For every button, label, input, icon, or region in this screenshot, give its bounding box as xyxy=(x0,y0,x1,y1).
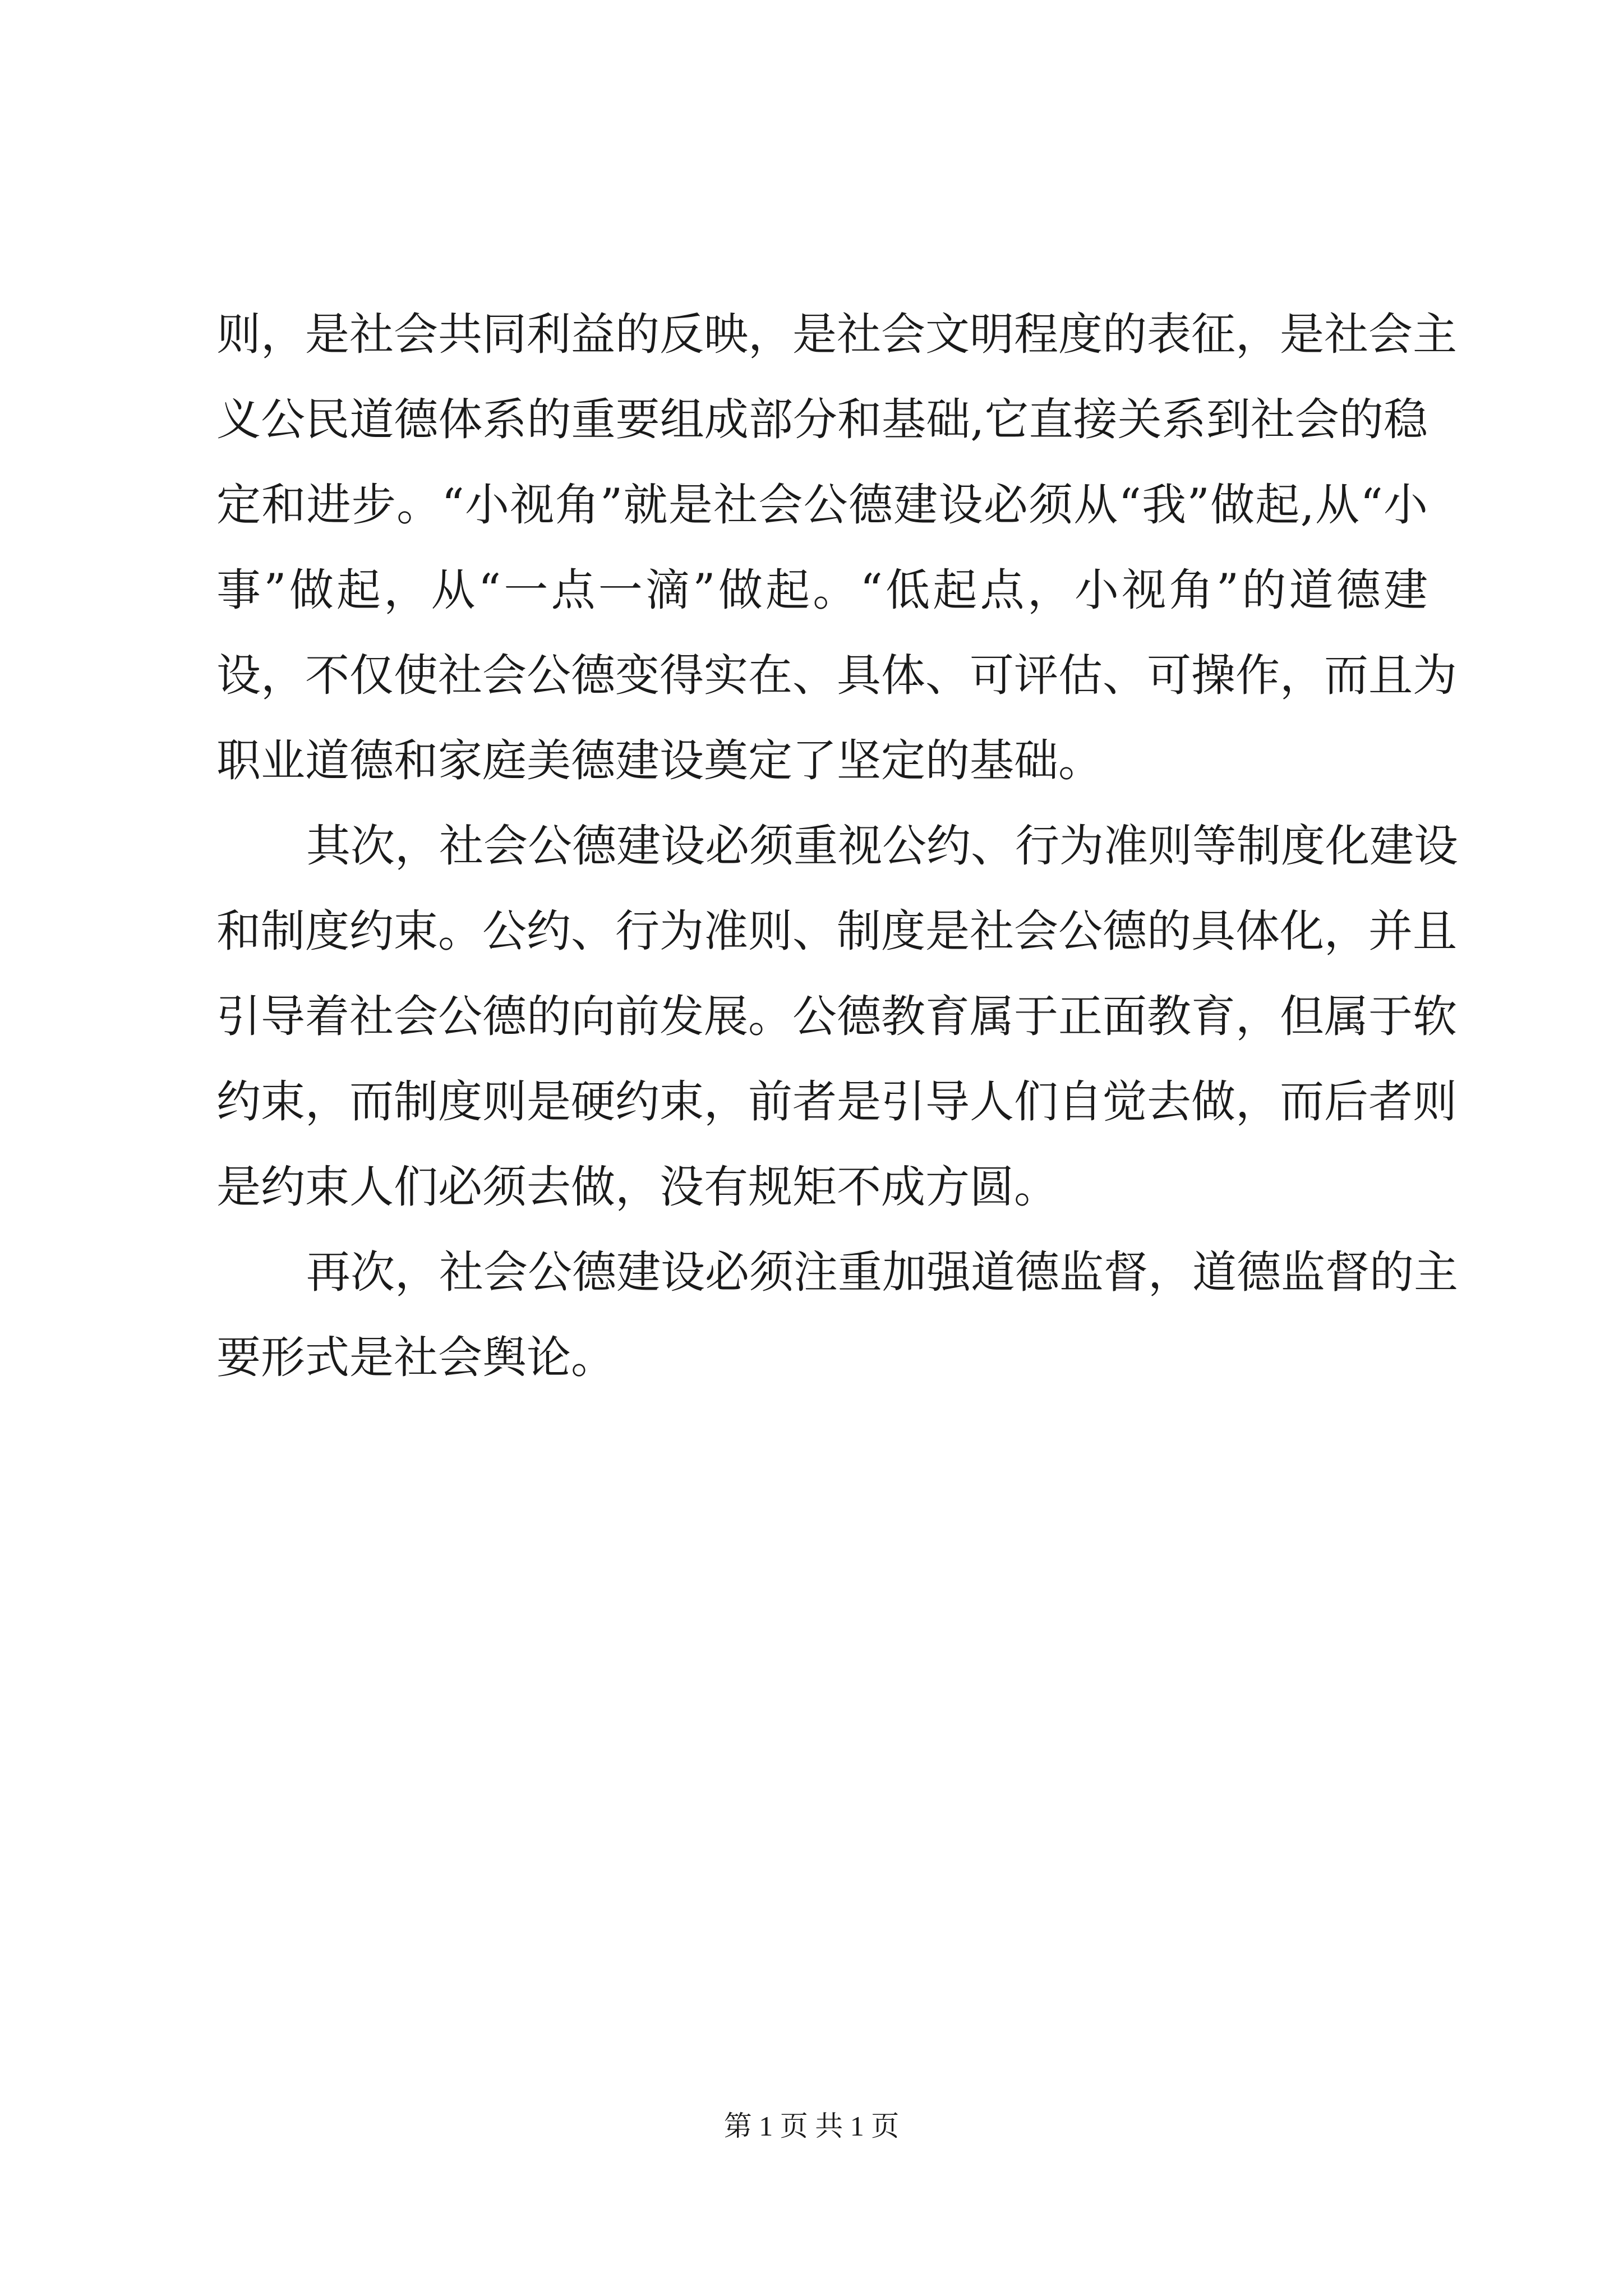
text-line: 是约束人们必须去做，没有规矩不成方圆。 xyxy=(216,1161,1058,1213)
text-line: 约束，而制度则是硬约束，前者是引导人们自觉去做，而后者则 xyxy=(216,1076,1457,1128)
document-body xyxy=(216,292,1458,1400)
text-line: 和制度约束。公约、行为准则、制度是社会公德的具体化，并且 xyxy=(216,905,1457,957)
page-number-footer: 第 1 页 共 1 页 xyxy=(723,2110,900,2142)
text-line: 要形式是社会舆论。 xyxy=(216,1332,615,1383)
text-line: 定和进步。“小视角”就是社会公德建设必须从“我”做起,从“小 xyxy=(216,479,1428,531)
text-line: 职业道德和家庭美德建设奠定了坚定的基础。 xyxy=(216,735,1103,786)
text-line: 事”做起，从“一点一滴”做起。“低起点，小视角”的道德建 xyxy=(216,564,1428,616)
text-line: 引导着社会公德的向前发展。公德教育属于正面教育，但属于软 xyxy=(216,991,1457,1042)
text-line: 设，不仅使社会公德变得实在、具体、可评估、可操作，而且为 xyxy=(216,650,1457,701)
paragraph-first-line: 其次，社会公德建设必须重视公约、行为准则等制度化建设 xyxy=(306,820,1458,872)
paragraph-first-line: 再次，社会公德建设必须注重加强道德监督，道德监督的主 xyxy=(306,1246,1458,1298)
text-line: 则，是社会共同利益的反映，是社会文明程度的表征，是社会主 xyxy=(216,309,1457,360)
text-line: 义公民道德体系的重要组成部分和基础,它直接关系到社会的稳 xyxy=(216,394,1428,445)
